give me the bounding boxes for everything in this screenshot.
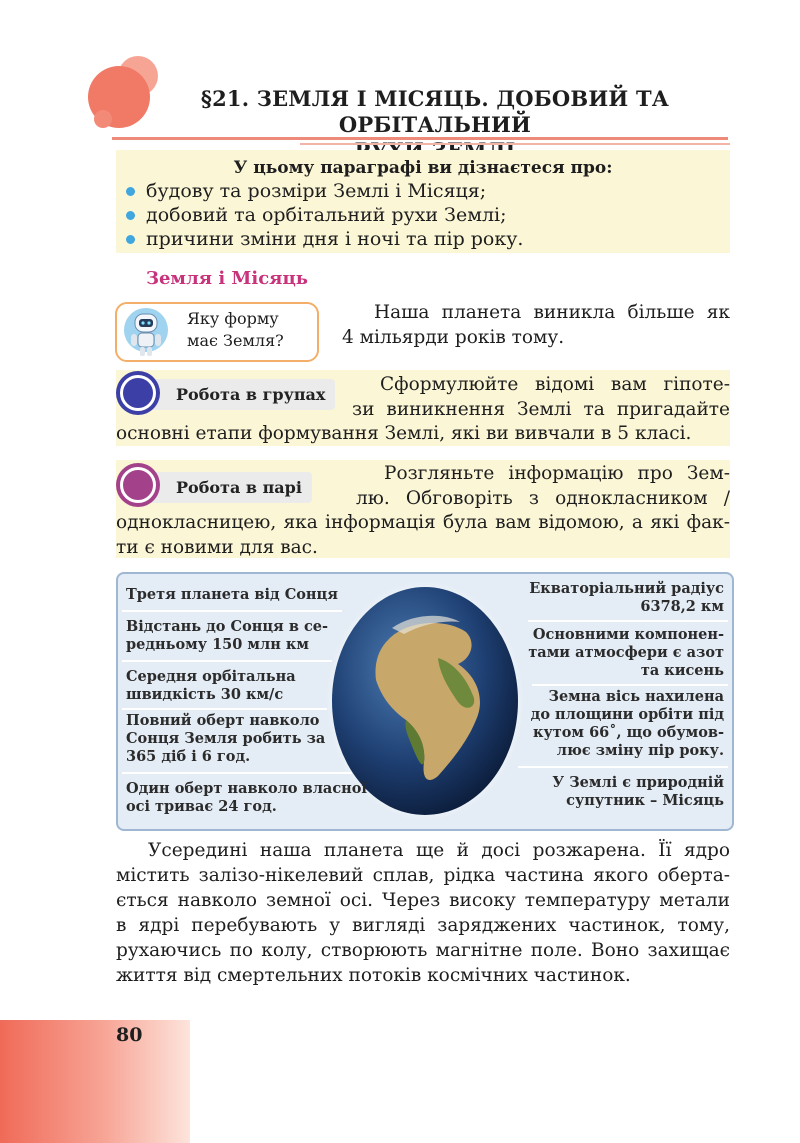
fact-divider — [518, 766, 728, 768]
question-line: має Земля? — [187, 331, 284, 350]
question-bubble — [115, 302, 319, 362]
fact-line: Відстань до Сонця в се- — [126, 618, 329, 635]
earth-fact — [528, 626, 724, 680]
fact-line: Один оберт навколо власної — [126, 780, 367, 797]
intro-box — [116, 150, 730, 253]
page-corner-decoration — [0, 1020, 190, 1143]
earth-fact — [126, 712, 325, 766]
body-line: в ядрі перебувають у вигляді заряджених частинок, тому, — [116, 915, 730, 936]
fact-line: швидкість 30 км/с — [126, 686, 284, 703]
body-line: ється навколо земної осі. Через високу температуру метали — [116, 890, 730, 911]
fact-line: Екваторіальний радіус — [529, 580, 724, 597]
question-line: Яку форму — [187, 309, 279, 328]
paragraph — [374, 300, 730, 325]
group-work-label: Робота в групах — [130, 379, 335, 410]
bullet-icon — [126, 211, 135, 220]
fact-line: 6378,2 км — [640, 598, 724, 615]
paragraph-line: основні етапи формування Землі, які ви вивчали в 5 класі. — [116, 423, 692, 444]
intro-heading: У цьому параграфі ви дізнаєтеся про: — [233, 158, 613, 178]
body-paragraph — [116, 838, 730, 988]
paragraph-line: 4 мільярди років тому. — [342, 327, 565, 348]
fact-divider — [122, 660, 332, 662]
pair-work-label: Робота в парі — [130, 472, 312, 503]
fact-divider — [528, 620, 728, 622]
body-line: життя від смертельних потоків космічних частинок. — [116, 965, 631, 986]
fact-line: Середня орбітальна — [126, 668, 296, 685]
fact-line: супутник – Місяць — [566, 792, 724, 809]
intro-list-item — [146, 228, 523, 250]
fact-line: 365 діб і 6 год. — [126, 748, 251, 765]
paragraph-line: Сформулюйте відомі вам гіпоте- — [380, 374, 730, 395]
intro-list-item — [146, 180, 486, 202]
paragraph-line: лю. Обговоріть з однокласником / — [356, 488, 730, 509]
fact-divider — [122, 772, 352, 774]
fact-line: редньому 150 млн км — [126, 636, 309, 653]
question-text — [187, 308, 284, 352]
paragraph-line: Розгляньте інформацію про Зем- — [384, 463, 730, 484]
paragraph-line: однокласницею, яка інформація була вам відомою, а які фак- — [116, 512, 730, 533]
earth-fact — [552, 774, 724, 810]
fact-line: тами атмосфери є азот — [528, 644, 724, 661]
decor-circle — [94, 110, 112, 128]
fact-line: осі триває 24 год. — [126, 798, 277, 815]
fact-line: Земна вісь нахилена — [548, 688, 724, 705]
bullet-icon — [126, 235, 135, 244]
group-ring-icon — [116, 371, 160, 415]
fact-line: лює зміну пір року. — [556, 742, 724, 759]
fact-divider — [122, 708, 327, 710]
title-divider — [300, 143, 730, 145]
bullet-icon — [126, 187, 135, 196]
intro-item-text: причини зміни дня і ночі та пір року. — [146, 228, 524, 250]
fact-line: Сонця Земля робить за — [126, 730, 326, 747]
earth-fact — [126, 586, 338, 604]
body-line: Усередині наша планета ще й досі розжарена. Її ядро — [148, 840, 730, 861]
paragraph-line: зи виникнення Землі та пригадайте — [352, 399, 730, 420]
fact-line: Повний оберт навколо — [126, 712, 320, 729]
fact-line: до площини орбіти під — [530, 706, 724, 723]
intro-item-text: добовий та орбітальний рухи Землі; — [146, 204, 507, 226]
intro-item-text: будову та розміри Землі і Місяця; — [146, 180, 487, 202]
body-line: містить залізо-нікелевий сплав, рідка частина якого оберта- — [116, 865, 730, 886]
page-number: 80 — [116, 1024, 143, 1046]
intro-list-item — [146, 204, 507, 226]
earth-fact — [126, 780, 367, 816]
body-line: рухаючись по колу, створюють магнітне поле. Воно захищає — [116, 940, 730, 961]
paragraph-line: Наша планета виникла більше як — [374, 302, 730, 323]
section-heading: Земля і Місяць — [146, 268, 308, 289]
fact-divider — [532, 684, 728, 686]
earth-fact — [531, 688, 724, 760]
earth-facts-infographic — [116, 572, 734, 831]
earth-fact — [126, 668, 296, 704]
title-line: §21. ЗЕМЛЯ І МІСЯЦЬ. ДОБОВИЙ ТА ОРБІТАЛЬНИЙ — [200, 86, 670, 137]
earth-fact — [126, 618, 328, 654]
fact-line: У Землі є природній — [552, 774, 724, 791]
fact-line: кутом 66˚, що обумов- — [533, 724, 724, 741]
fact-line: Третя планета від Сонця — [126, 586, 338, 603]
paragraph-line: ти є новими для вас. — [116, 537, 318, 558]
pair-ring-icon — [116, 463, 160, 507]
fact-divider — [122, 610, 342, 612]
robot-icon — [121, 306, 171, 358]
title-divider — [112, 137, 728, 140]
fact-line: та кисень — [640, 662, 724, 679]
fact-line: Основними компонен- — [532, 626, 724, 643]
earth-fact — [529, 580, 724, 616]
